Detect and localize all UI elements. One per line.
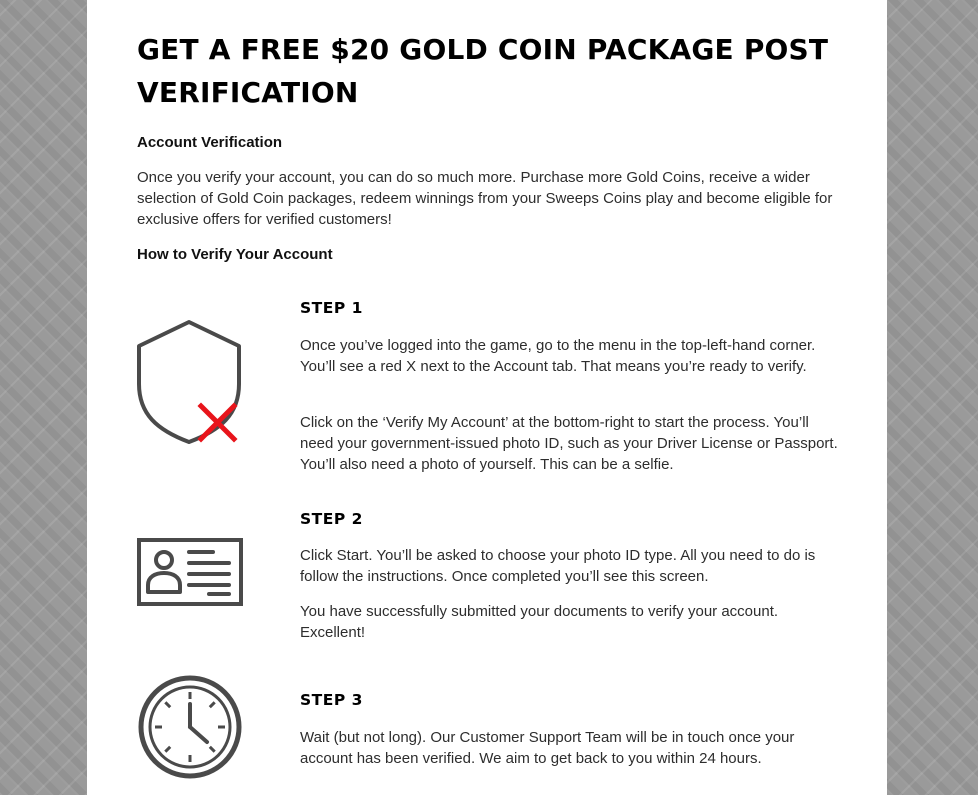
step-1-text-1: Once you’ve logged into the game, go to the menu in the top-left-hand corner. You’ll see a red X next to the Account tab. That means you’re ready to verify. [300, 337, 816, 375]
page-title: GET A FREE $20 GOLD COIN PACKAGE POST VERIFICATION [137, 33, 829, 109]
clock-icon [137, 674, 243, 780]
id-card-icon [137, 538, 243, 606]
account-verification-heading: Account Verification [137, 134, 283, 151]
content-panel [87, 0, 887, 795]
step-2-heading: STEP 2 [300, 510, 363, 528]
step-3-heading: STEP 3 [300, 691, 363, 709]
step-1-heading: STEP 1 [300, 299, 363, 317]
how-to-verify-heading: How to Verify Your Account [137, 246, 333, 263]
step-2-text-2: You have successfully submitted your documents to verify your account. Excellent! [300, 603, 779, 641]
verification-intro: Once you verify your account, you can do so much more. Purchase more Gold Coins, receive a wider selection of Gold Coin packages, redeem winnings from your Sweeps Coins play and become eligible for exclusive offers for verified customers! [137, 169, 833, 228]
step-1-text-2: Click on the ‘Verify My Account’ at the bottom-right to start the process. You’ll need your government-issued photo ID, such as your Driver License or Passport. You’ll also need a photo of yourself. This can be a selfie. [300, 414, 838, 473]
step-2-text-1: Click Start. You’ll be asked to choose your photo ID type. All you need to do is follow the instructions. Once completed you’ll see this screen. [300, 547, 816, 585]
shield-x-icon [137, 318, 247, 446]
step-3-text-1: Wait (but not long). Our Customer Support Team will be in touch once your account has been verified. We aim to get back to you within 24 hours. [300, 729, 795, 767]
